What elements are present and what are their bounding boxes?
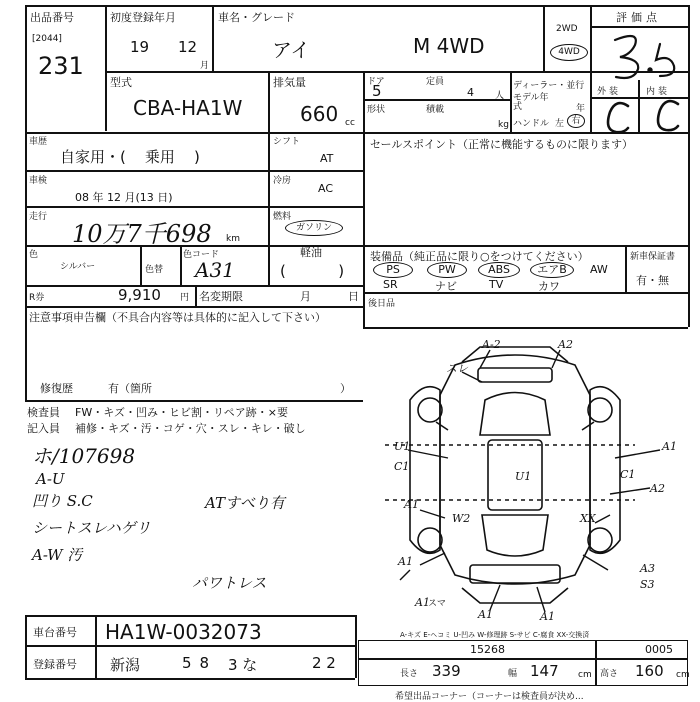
mileage-label: 走行 [29,212,48,222]
mark-left-door: U1 [394,440,411,453]
fuel-label: 燃料 [273,212,292,222]
fuel-diesel: 軽油 [300,246,322,259]
handwritten-line4: シートスレハゲリ [32,519,151,537]
doors-value: 5 [372,82,382,100]
dim-label-len: 長さ [400,669,419,679]
tax-value: 9,910 [118,286,161,304]
dim-cm-2: cm [676,670,690,680]
tax-unit: 円 [180,293,190,303]
mark-front-right: A2 [558,338,573,351]
plate-area: 新潟 [110,656,141,674]
mark-rear-bumper-l: A1 [478,608,493,621]
handle-left: 左 [555,119,565,129]
notes-label: 注意事項申告欄（不具合内容等は具体的に記入して下さい） [29,311,326,324]
equip-navi: ナビ [435,280,457,293]
mileage-value: 10万7千698 [72,220,212,248]
dim-cm-1: cm [578,670,592,680]
doors-label: ドア [367,77,385,87]
mark-right-c: C1 [620,468,636,481]
shaken-label: 車検 [29,176,48,186]
handwritten-line5: A-W 汚 [32,546,83,564]
divider [25,615,355,617]
chassis-value: HA1W-0032073 [105,620,262,644]
name-change-label: 名変期限 [199,290,243,303]
inspector-row2: 補修・キズ・汚・コゲ・穴・スレ・キレ・破し [75,422,306,435]
mileage-unit: km [226,234,240,244]
divider [25,645,355,647]
usage-value: 自家用・( 乗用 ) [60,148,200,166]
first-reg-label: 初度登録年月 [110,11,176,24]
equip-tv: TV [489,278,504,291]
box-number: 15268 [470,643,505,656]
handwritten-line6: ATすべり有 [205,494,285,512]
mark-bottom-a: A1 [415,596,430,609]
dealer-label: ディーラー・並行 [513,81,585,91]
repair-value: 有（箇所 [108,382,152,395]
ac-value: AC [318,182,334,195]
divider [25,678,355,680]
first-reg-month: 12 [178,38,198,56]
model-name: アイ [272,38,311,62]
shaken-value: 08 年 12 月(13 日) [75,191,173,204]
mark-sma: スマ [428,599,446,609]
displacement-value: 660 [300,102,339,126]
mark-left-rear: A1 [404,498,419,511]
mark-front-left: A-2 [482,338,501,351]
mark-rear-right-s: S3 [640,578,655,591]
usage-label: 車歴 [29,137,48,147]
model-label: 車名・グレード [218,11,295,24]
ac-label: 冷房 [273,176,292,186]
mark-left-c: C1 [394,460,410,473]
recorder-label: 記入員 [27,422,60,435]
handwritten-line3: 凹り S.C [32,492,93,510]
plate-num: 2 2 [312,654,336,672]
fuel-paren: ( ) [280,262,345,280]
repair-label: 修復歴 [40,382,73,395]
divider [355,615,357,678]
load-unit: kg [498,120,509,130]
sales-point-label: セールスポイント（正常に機能するものに限ります） [370,138,634,151]
mark-rear-right: A3 [640,562,655,575]
dim-label-h: 高さ [600,669,619,679]
handwritten-line7: パワトレス [192,574,267,592]
repair-close: ） [340,382,351,395]
tax-label: R券 [29,293,45,303]
grade-marks [608,101,678,132]
divider [95,615,97,678]
dim-w: 147 [530,662,559,680]
legend: A-キズ E-ヘコミ U-凹み W-修理跡 S-サビ C-腐食 XX-交換済 [400,631,590,639]
lot-label: 出品番号 [30,11,74,24]
mark-right-rear: A2 [650,482,665,495]
inspector-row1: FW・キズ・凹み・ヒビ割・リペア跡・×要 [75,406,288,419]
new-car-label: 新車保証書 [630,252,676,262]
mark-rear-left: A1 [398,555,413,568]
equip-leather: カワ [538,280,560,293]
shift-label: シフト [273,137,301,147]
plate-label: 登録番号 [33,658,77,671]
type-value: CBA-HA1W [133,96,243,120]
mark-u1: U1 [515,470,532,483]
handwritten-line2: A-U [36,470,65,488]
capacity-unit: 人 [495,91,505,101]
dim-label-w: 幅 [508,669,518,679]
color-code-value: A31 [195,258,235,282]
displacement-unit: cc [345,118,355,128]
mark-exchanged: XX [580,512,596,525]
capacity-label: 定員 [426,77,445,87]
divider [595,640,597,686]
first-reg-year: 19 [130,38,150,56]
handwritten-line1: ホ/107698 [32,444,136,468]
equip-pw: PW [427,262,467,278]
inspector-label: 検査員 [27,406,60,419]
dim-len: 339 [432,662,461,680]
displacement-label: 排気量 [273,76,306,89]
capacity-value: 4 [467,86,474,99]
corner-note: 希望出品コーナー（コーナーは検査員が決め... [395,692,584,702]
equipment-label: 装備品（純正品に限り○をつけてください） [370,250,589,263]
mark-seat: W2 [452,512,471,525]
handle-label: ハンドル [513,119,550,129]
mark-rear-bumper-r: A1 [540,610,555,623]
after-label: 後日品 [368,299,396,309]
fuel-gas: ガソリン [285,220,343,236]
new-car-value: 有・無 [636,274,669,287]
dim-h: 160 [635,662,664,680]
plate-class: 58 [182,654,218,672]
divider [25,615,27,678]
score-label: 評価点 [616,11,661,24]
equip-ps: PS [373,262,413,278]
year-unit: 年 [576,104,586,114]
lot-number: 231 [38,52,84,80]
box-code: 0005 [645,643,673,656]
equip-abs: ABS [478,262,520,278]
plate-hira: 3 な [228,656,258,674]
chassis-label: 車台番号 [33,626,77,639]
color-value: シルバー [60,262,96,272]
color-code-label: 色コード [183,250,220,260]
grade: M 4WD [413,34,485,58]
day-unit: 日 [348,290,359,303]
month-unit: 月 [300,290,311,303]
handle-right: 右 [567,114,585,128]
type-label: 型式 [110,76,132,89]
first-reg-month-unit: 月 [200,61,210,71]
equip-airbag: エアB [530,262,574,278]
mark-scuff: スレ [446,362,468,375]
drive-4wd: 4WD [550,44,588,61]
interior-label: 内装 [646,87,671,97]
model-year-label: モデル年式 [513,93,549,112]
lot-code: [2044] [32,34,62,44]
load-label: 積載 [426,105,445,115]
color-change-label: 色替 [145,265,164,275]
mark-right-door: A1 [662,440,677,453]
exterior-label: 外装 [597,87,622,97]
shape-label: 形状 [367,105,386,115]
equip-aw: AW [590,263,608,276]
color-label: 色 [29,250,39,260]
divider [358,658,688,660]
equip-sr: SR [383,278,398,291]
score-mark [615,36,674,78]
car-diagram [385,347,635,603]
shift-value: AT [320,152,334,165]
drive-2wd: 2WD [556,24,578,34]
